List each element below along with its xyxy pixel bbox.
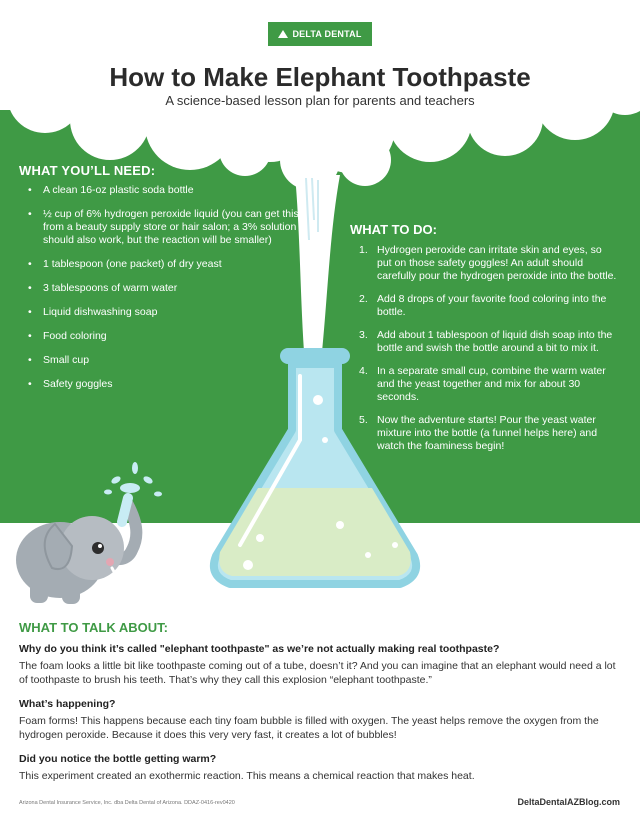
- talk-heading: WHAT TO TALK ABOUT:: [19, 620, 168, 635]
- todo-step: [359, 244, 619, 283]
- need-item: • Small cup: [28, 354, 318, 367]
- todo-list: [359, 244, 619, 463]
- step-text: Add 8 drops of your favorite food coloring into the bottle.: [377, 293, 607, 318]
- step-text: Add about 1 tablespoon of liquid dish soap into the bottle and swish the bottle around a bit to mix it.: [377, 329, 613, 354]
- step-number: 3.: [359, 329, 368, 341]
- answer: The foam looks a little bit like toothpaste coming out of a tube, doesn’t it? And you can imagine that an elephant would need a lot of toothpaste to brush his teeth. That’s why they call this explosion “elephant toothpaste.”: [19, 660, 616, 686]
- need-item: • ½ cup of 6% hydrogen peroxide liquid (you can get this from a beauty supply store or hair salon; a 3% solution should also work, but the reaction will be smaller): [28, 208, 318, 247]
- page-title: How to Make Elephant Toothpaste: [109, 62, 531, 92]
- water-spray: [104, 462, 162, 497]
- need-item: • Safety goggles: [28, 378, 318, 391]
- todo-step: [359, 414, 619, 453]
- answer: Foam forms! This happens because each tiny foam bubble is filled with oxygen. The yeast helps remove the oxygen from the hydrogen peroxide. Because it does this very very fast, it creates a lot of bubbles!: [19, 715, 599, 741]
- qa-block: [19, 752, 624, 783]
- need-item: • 1 tablespoon (one packet) of dry yeast: [28, 258, 318, 271]
- step-number: 1.: [359, 244, 368, 256]
- need-item: • Liquid dishwashing soap: [28, 306, 318, 319]
- need-item: • 3 tablespoons of warm water: [28, 282, 318, 295]
- question: Why do you think it’s called "elephant toothpaste" as we’re not actually making real toothpaste?: [19, 643, 500, 655]
- footer-website-link[interactable]: DeltaDentalAZBlog.com: [517, 797, 620, 807]
- step-text: Hydrogen peroxide can irritate skin and eyes, so put on those safety goggles! An adult should carefully pour the hydrogen peroxide into the bottle.: [377, 244, 617, 282]
- qa-block: [19, 697, 624, 742]
- footer-disclaimer: Arizona Dental Insurance Service, Inc. dba Delta Dental of Arizona. DDAZ-0416-rev0420: [19, 800, 235, 806]
- step-text: In a separate small cup, combine the warm water and the yeast together and mix for about 30 seconds.: [377, 365, 606, 403]
- step-number: 2.: [359, 293, 368, 305]
- brand-name: DELTA DENTAL: [292, 29, 362, 39]
- need-item: • A clean 16-oz plastic soda bottle: [28, 184, 318, 197]
- delta-logo-icon: [278, 30, 288, 38]
- need-item: • Food coloring: [28, 330, 318, 343]
- todo-step: [359, 365, 619, 404]
- todo-heading: WHAT TO DO:: [350, 222, 437, 237]
- brand-logo[interactable]: [268, 22, 372, 46]
- step-text: Now the adventure starts! Pour the yeast water mixture into the bottle (a funnel helps here) and watch the foaminess begin!: [377, 414, 598, 452]
- todo-step: [359, 293, 619, 319]
- question: What’s happening?: [19, 698, 116, 710]
- step-number: 4.: [359, 365, 368, 377]
- answer: This experiment created an exothermic reaction. This means a chemical reaction that makes heat.: [19, 770, 475, 782]
- qa-block: [19, 642, 624, 687]
- page-subtitle: A science-based lesson plan for parents and teachers: [165, 93, 475, 108]
- need-list: [28, 184, 318, 402]
- step-number: 5.: [359, 414, 368, 426]
- question: Did you notice the bottle getting warm?: [19, 753, 217, 765]
- todo-step: [359, 329, 619, 355]
- need-heading: WHAT YOU’LL NEED:: [19, 163, 156, 178]
